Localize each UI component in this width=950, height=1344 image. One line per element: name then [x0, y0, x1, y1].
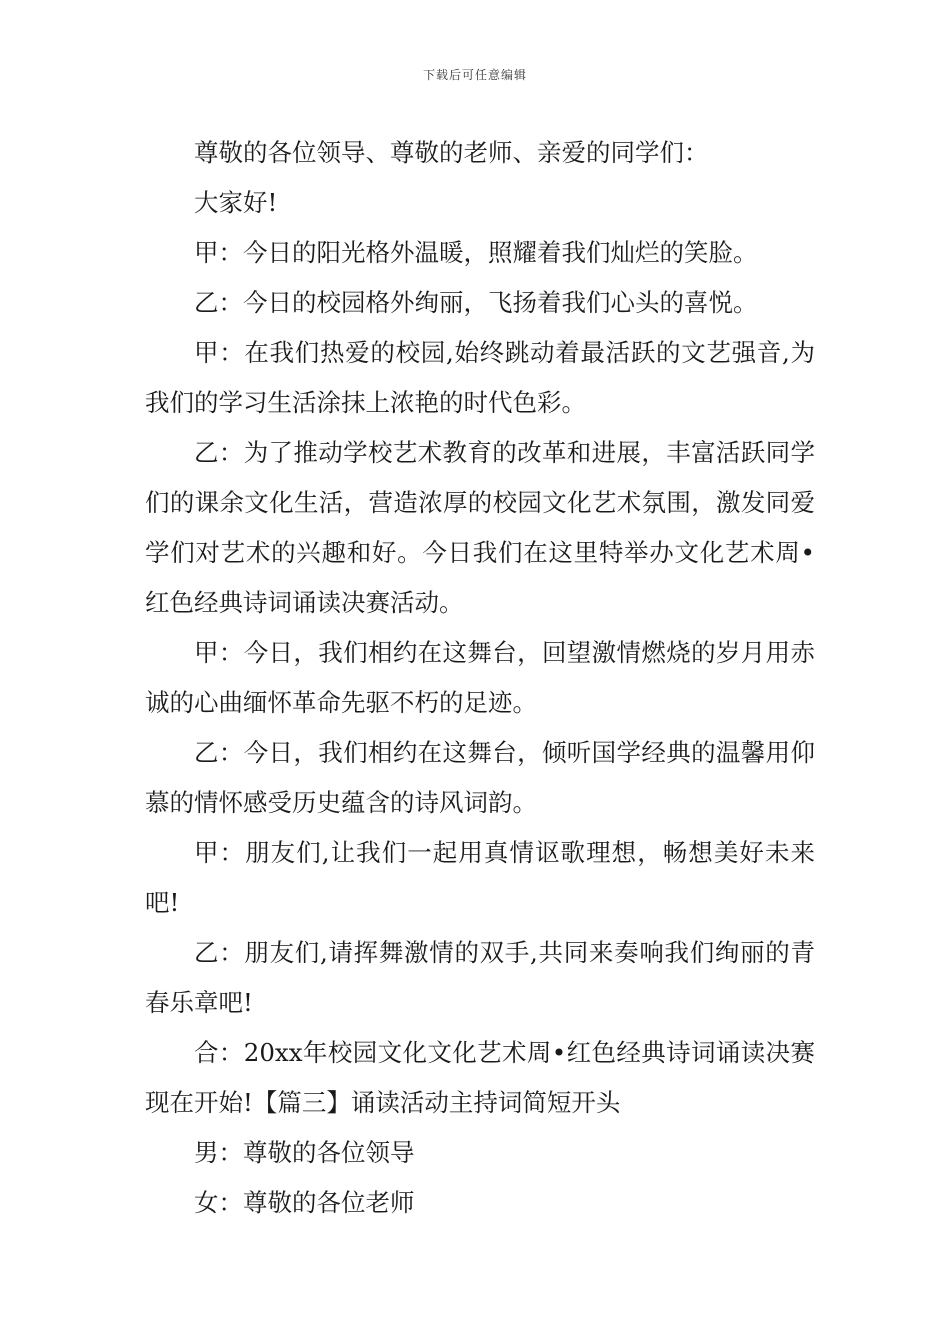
- paragraph-greeting: 尊敬的各位领导、尊敬的老师、亲爱的同学们：: [194, 138, 709, 167]
- document-body: [145, 128, 815, 1228]
- paragraph-host-b-4: 乙：朋友们,请挥舞激情的双手,共同来奏响我们绚丽的青春乐章吧!: [145, 938, 815, 1017]
- paragraph-host-b-1: 乙：今日的校园格外绚丽，飞扬着我们心头的喜悦。: [194, 288, 758, 317]
- paragraph-host-b-2: 乙：为了推动学校艺术教育的改革和进展，丰富活跃同学们的课余文化生活，营造浓厚的校园文化艺术氛围，激发同爱学们对艺术的兴趣和好。今日我们在这里特举办文化艺术周•红色经典诗词诵读决赛活动。: [145, 438, 815, 617]
- paragraph-together: 合：20xx年校园文化文化艺术周•红色经典诗词诵读决赛现在开始!【篇三】诵读活动主持词简短开头: [145, 1038, 815, 1117]
- paragraph-host-a-3: 甲：今日，我们相约在这舞台，回望激情燃烧的岁月用赤诚的心曲缅怀革命先驱不朽的足迹。: [145, 638, 815, 717]
- paragraph-host-a-1: 甲：今日的阳光格外温暖，照耀着我们灿烂的笑脸。: [194, 238, 758, 267]
- page-header: 下载后可任意编辑: [422, 68, 527, 82]
- paragraph-host-b-3: 乙：今日，我们相约在这舞台，倾听国学经典的温馨用仰慕的情怀感受历史蕴含的诗风词韵。: [145, 738, 815, 817]
- paragraph-hello: 大家好!: [194, 188, 278, 217]
- paragraph-host-a-4: 甲：朋友们,让我们一起用真情讴歌理想，畅想美好未来吧!: [145, 838, 815, 917]
- paragraph-host-a-2: 甲：在我们热爱的校园,始终跳动着最活跃的文艺强音,为我们的学习生活涂抹上浓艳的时代色彩。: [145, 338, 815, 417]
- paragraph-female-host: 女：尊敬的各位老师: [194, 1188, 415, 1217]
- paragraph-male-host: 男：尊敬的各位领导: [194, 1138, 415, 1167]
